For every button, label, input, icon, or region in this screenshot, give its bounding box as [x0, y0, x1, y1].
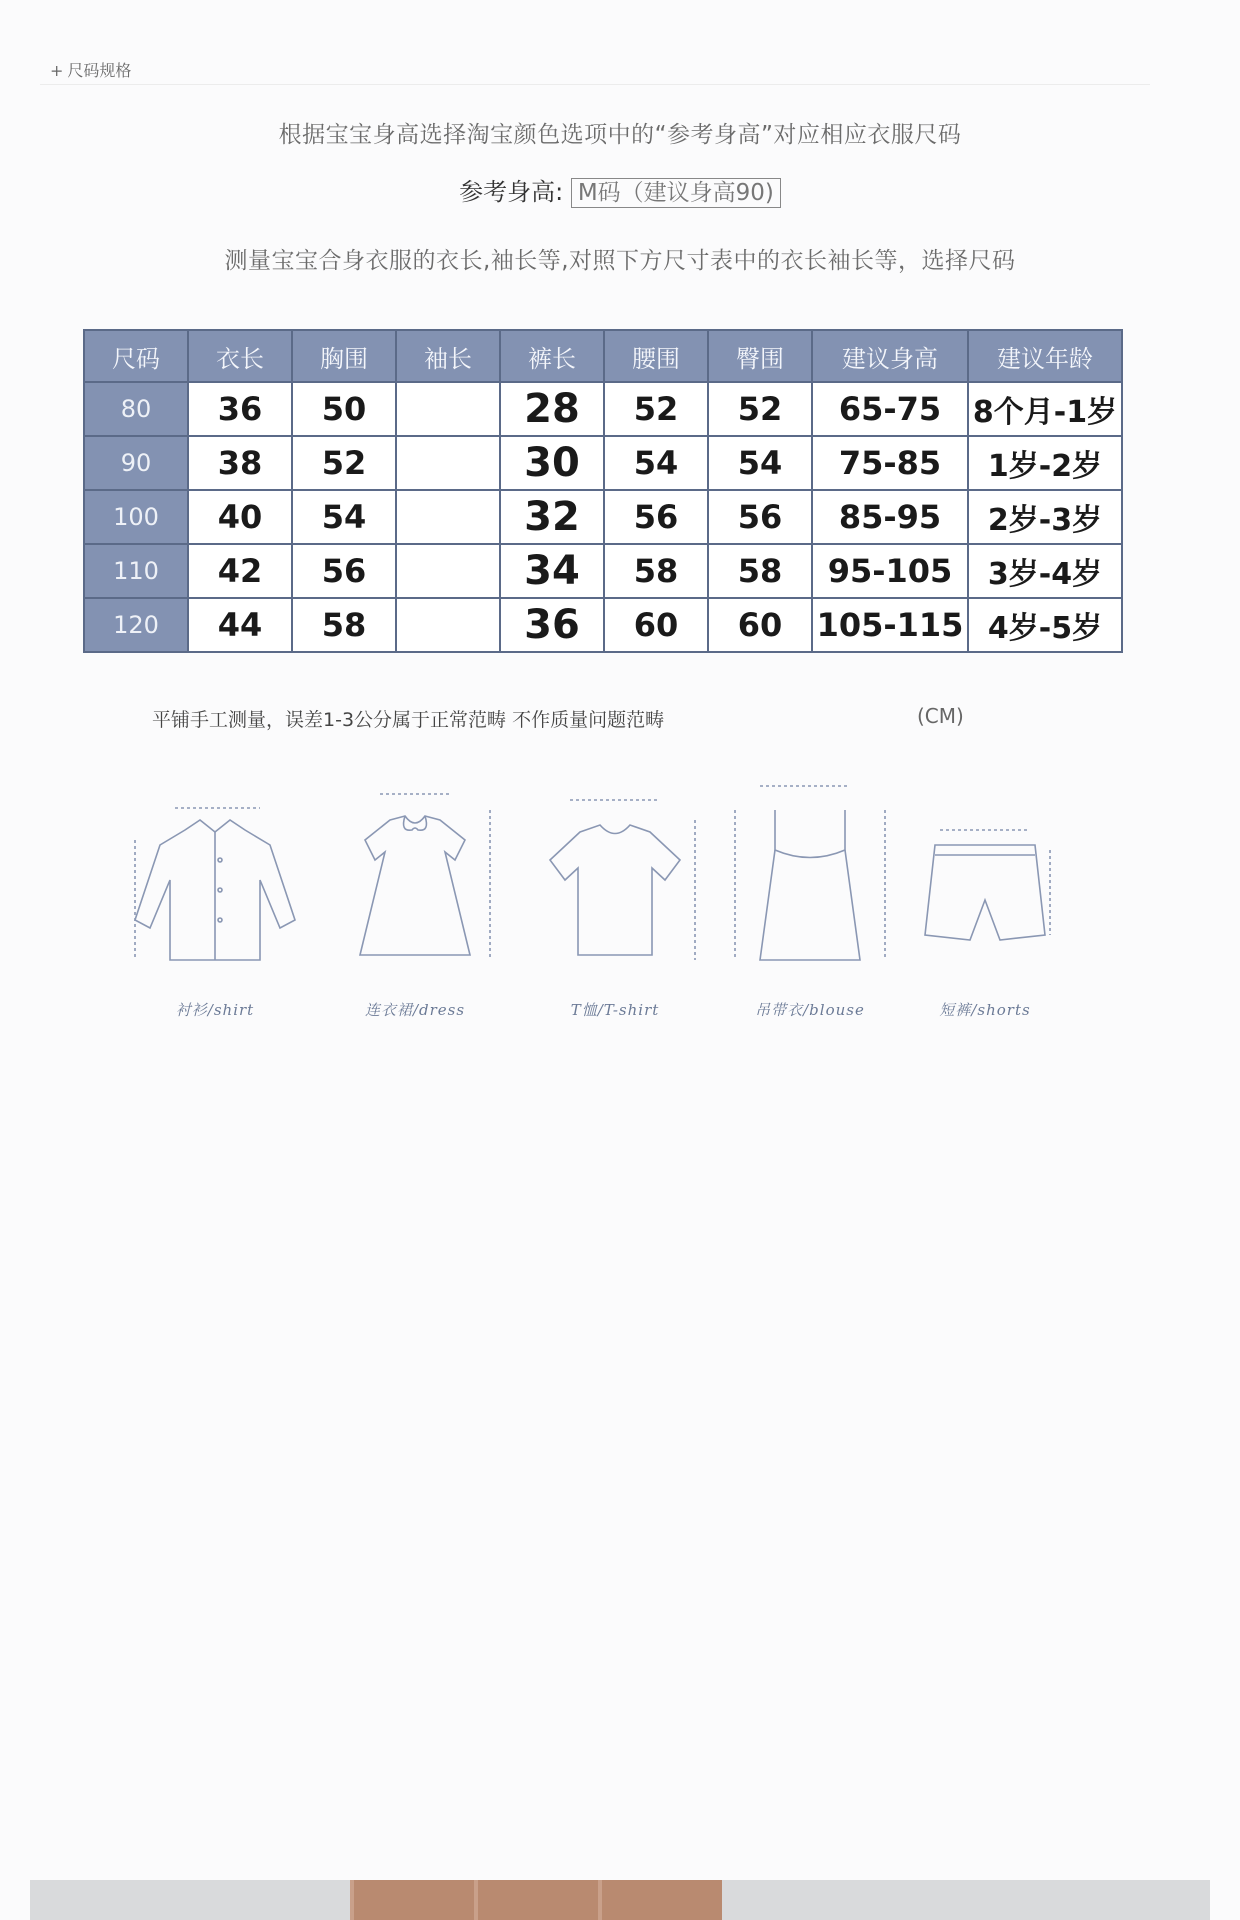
cell-chest: 54 — [292, 490, 396, 544]
cell-height: 65-75 — [812, 382, 968, 436]
shorts-icon — [910, 770, 1060, 980]
header-chest: 胸围 — [292, 330, 396, 382]
size-table — [83, 329, 1123, 653]
garment-label: 连衣裙/dress — [364, 1001, 466, 1019]
cell-length: 38 — [188, 436, 292, 490]
cell-pants-length: 32 — [500, 490, 604, 544]
cell-sleeve — [396, 544, 500, 598]
garment-diagrams — [120, 770, 1060, 1030]
cell-hip: 60 — [708, 598, 812, 652]
cell-chest: 56 — [292, 544, 396, 598]
cell-waist: 56 — [604, 490, 708, 544]
cell-age: 1岁-2岁 — [968, 436, 1122, 490]
measurement-note: 平铺手工测量，误差1-3公分属于正常范畴 不作质量问题范畴 — [152, 709, 665, 731]
table-row — [84, 544, 1122, 598]
cell-length: 42 — [188, 544, 292, 598]
garment-label: T恤/T-shirt — [570, 1001, 660, 1019]
table-header-row — [84, 330, 1122, 382]
cell-length: 40 — [188, 490, 292, 544]
cell-waist: 60 — [604, 598, 708, 652]
header-length: 衣长 — [188, 330, 292, 382]
cell-age: 4岁-5岁 — [968, 598, 1122, 652]
cell-pants-length: 36 — [500, 598, 604, 652]
cell-chest: 50 — [292, 382, 396, 436]
cell-height: 85-95 — [812, 490, 968, 544]
garment-shorts — [910, 770, 1060, 1020]
cell-age: 8个月-1岁 — [968, 382, 1122, 436]
cell-sleeve — [396, 598, 500, 652]
cell-pants-length: 28 — [500, 382, 604, 436]
photo-box — [474, 1880, 598, 1920]
cell-size: 120 — [84, 598, 188, 652]
cell-age: 3岁-4岁 — [968, 544, 1122, 598]
unit-label: (CM) — [917, 704, 964, 728]
section-tag-label: 尺码规格 — [67, 61, 132, 80]
cell-length: 36 — [188, 382, 292, 436]
header-age: 建议年龄 — [968, 330, 1122, 382]
cell-length: 44 — [188, 598, 292, 652]
garment-label: 衬衫/shirt — [175, 1001, 255, 1019]
intro-line-3: 测量宝宝合身衣服的衣长,袖长等,对照下方尺寸表中的衣长袖长等，选择尺码 — [224, 248, 1016, 274]
cell-height: 95-105 — [812, 544, 968, 598]
cell-chest: 58 — [292, 598, 396, 652]
garment-shirt — [120, 770, 310, 1020]
cell-height: 105-115 — [812, 598, 968, 652]
cell-size: 80 — [84, 382, 188, 436]
dress-icon — [320, 770, 510, 980]
cell-waist: 54 — [604, 436, 708, 490]
header-height: 建议身高 — [812, 330, 968, 382]
product-photo-strip — [30, 1880, 1210, 1920]
garment-label: 吊带衣/blouse — [755, 1001, 865, 1019]
section-tag — [50, 58, 131, 81]
table-row — [84, 382, 1122, 436]
table-row — [84, 598, 1122, 652]
garment-camisole — [720, 770, 900, 1020]
reference-height-line — [0, 172, 1240, 208]
header-waist: 腰围 — [604, 330, 708, 382]
cell-waist: 52 — [604, 382, 708, 436]
tshirt-icon — [520, 770, 710, 980]
cell-hip: 56 — [708, 490, 812, 544]
plus-icon: + — [50, 61, 64, 80]
cell-sleeve — [396, 490, 500, 544]
divider — [40, 84, 1150, 85]
header-size: 尺码 — [84, 330, 188, 382]
garment-label: 短裤/shorts — [939, 1001, 1031, 1019]
table-row — [84, 490, 1122, 544]
table-row — [84, 436, 1122, 490]
cell-sleeve — [396, 382, 500, 436]
cell-size: 100 — [84, 490, 188, 544]
intro-line-1: 根据宝宝身高选择淘宝颜色选项中的“参考身高”对应相应衣服尺码 — [278, 122, 962, 148]
garment-dress — [320, 770, 510, 1020]
cell-chest: 52 — [292, 436, 396, 490]
cell-size: 90 — [84, 436, 188, 490]
cell-hip: 52 — [708, 382, 812, 436]
reference-height-label: 参考身高: — [459, 178, 564, 206]
cell-hip: 58 — [708, 544, 812, 598]
header-sleeve: 袖长 — [396, 330, 500, 382]
cell-hip: 54 — [708, 436, 812, 490]
photo-box — [350, 1880, 474, 1920]
header-hip: 臀围 — [708, 330, 812, 382]
cell-height: 75-85 — [812, 436, 968, 490]
garment-tshirt — [520, 770, 710, 1020]
camisole-icon — [720, 770, 900, 980]
cell-age: 2岁-3岁 — [968, 490, 1122, 544]
cell-pants-length: 30 — [500, 436, 604, 490]
cell-pants-length: 34 — [500, 544, 604, 598]
reference-height-value: M码（建议身高90) — [571, 178, 781, 208]
cell-waist: 58 — [604, 544, 708, 598]
cell-size: 110 — [84, 544, 188, 598]
cell-sleeve — [396, 436, 500, 490]
photo-box — [598, 1880, 722, 1920]
header-pants-length: 裤长 — [500, 330, 604, 382]
shirt-icon — [120, 770, 310, 980]
